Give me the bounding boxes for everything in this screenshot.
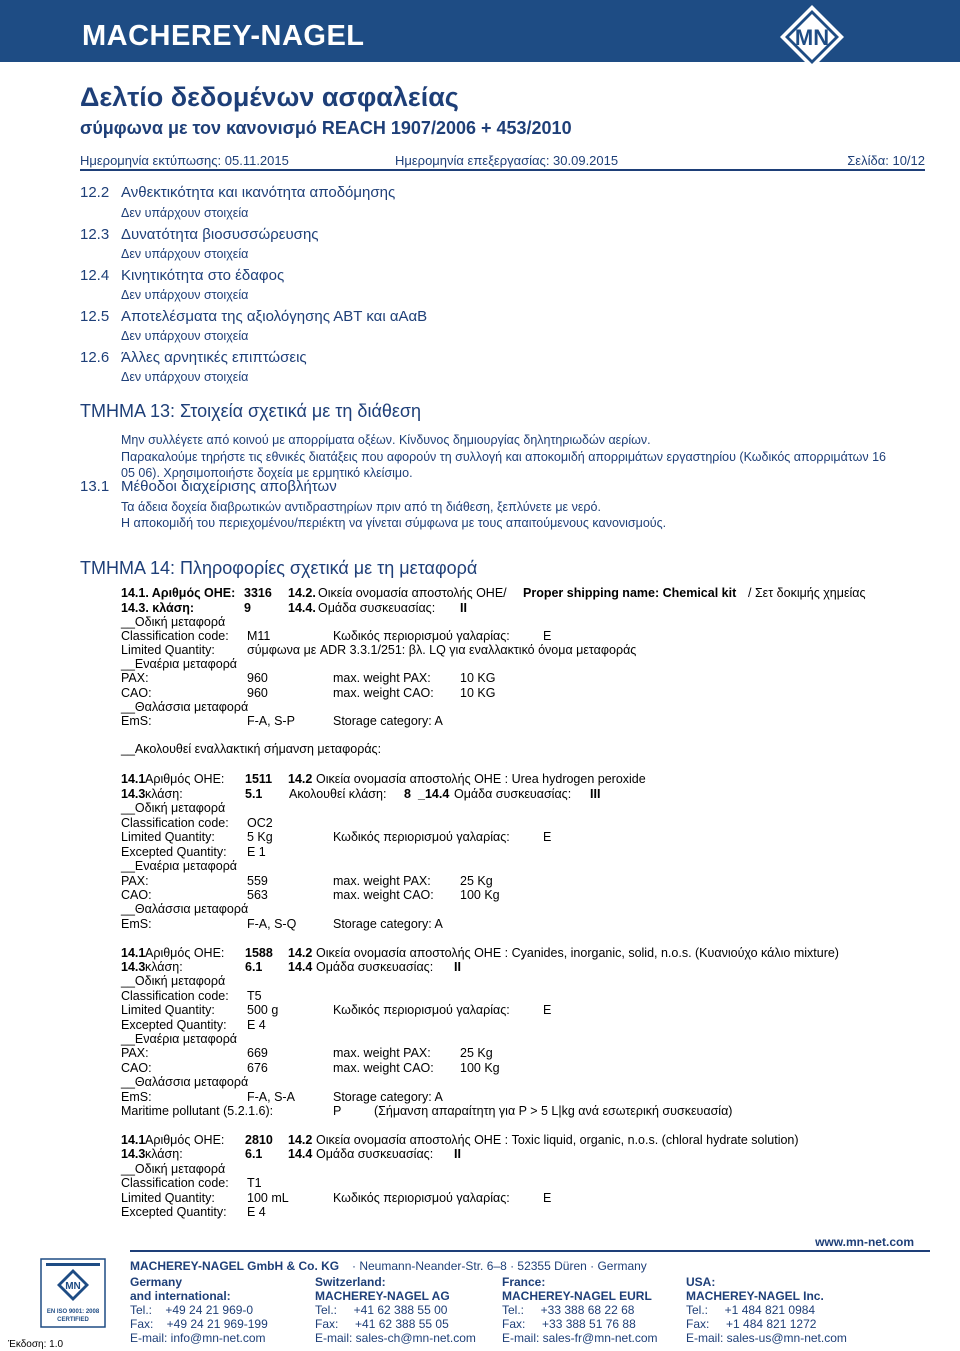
cyan-lq: 500 g [247, 1003, 279, 1017]
svg-text:EN ISO 9001: 2008: EN ISO 9001: 2008 [46, 1309, 100, 1315]
kit-max-cao-label: max. weight CAO: [333, 686, 434, 700]
cyan-classification: T5 [247, 989, 262, 1003]
section-12-3-title: Δυνατότητα βιοσυσσώρευσης [121, 226, 319, 243]
footer-usa-tel: Tel.: +1 484 821 0984 [686, 1303, 816, 1317]
section-12-5-number: 12.5 [80, 308, 110, 325]
cyan-tunnel: E [543, 1003, 552, 1017]
cyan-14-4-label: 14.4 [288, 960, 313, 974]
footer-company: MACHEREY-NAGEL GmbH & Co. KG [130, 1259, 340, 1273]
cyan-14-1-label: 14.1 [121, 946, 146, 960]
kit-cao: 960 [247, 686, 268, 700]
urea-packing-group-label: Ομάδα συσκευασίας: [454, 787, 572, 801]
urea-eq: E 1 [247, 845, 266, 859]
kit-packing-group-label: Ομάδα συσκευασίας: [318, 601, 436, 615]
cyan-marine-pollutant: P [333, 1104, 342, 1118]
section-13-1-line-1: Τα άδεια δοχεία διαβρωτικών αντιδραστηρίων πριν από τη διάθεση, ξεπλύνετε με νερό. [121, 500, 601, 514]
kit-ems-label: EmS: [121, 714, 152, 728]
urea-sea-heading: __Θαλάσσια μεταφορά [121, 902, 249, 916]
footer-germany-tel: Tel.: +49 24 21 969-0 [130, 1303, 254, 1317]
revision-date: Ημερομηνία επεξεργασίας: 30.09.2015 [395, 153, 619, 168]
section-13-heading: ΤΜΗΜΑ 13: Στοιχεία σχετικά με τη διάθεση [80, 401, 422, 421]
urea-road-heading: __Οδική μεταφορά [121, 801, 226, 815]
kit-14-2-label: 14.2. [288, 586, 316, 600]
chloral-packing-group-label: Ομάδα συσκευασίας: [316, 1147, 434, 1161]
urea-tunnel-label: Κωδικός περιορισμού γαλαρίας: [333, 830, 510, 844]
kit-classification-label: Classification code: [121, 629, 229, 643]
urea-max-pax-label: max. weight PAX: [333, 874, 431, 888]
cyan-14-2-label: 14.2 [288, 946, 313, 960]
chloral-classification-label: Classification code: [121, 1176, 229, 1190]
cyan-pax-label: PAX: [121, 1046, 149, 1060]
chloral-eq-label: Excepted Quantity: [121, 1205, 227, 1219]
section-12-5-body: Δεν υπάρχουν στοιχεία [121, 329, 249, 343]
chloral-class: 6.1 [245, 1147, 263, 1161]
mn-logo [778, 3, 846, 71]
urea-cao-label: CAO: [121, 888, 152, 902]
svg-text:MN: MN [65, 1281, 81, 1292]
section-14-heading: ΤΜΗΜΑ 14: Πληροφορίες σχετικά με τη μεταφορά [80, 558, 478, 578]
footer-usa-fax: Fax: +1 484 821 1272 [686, 1317, 817, 1331]
chloral-14-3-label: 14.3 [121, 1147, 146, 1161]
cyan-class: 6.1 [245, 960, 263, 974]
kit-max-pax-label: max. weight PAX: [333, 671, 431, 685]
cyan-packing-group-label: Ομάδα συσκευασίας: [316, 960, 434, 974]
kit-shipping-name-greek: / Σετ δοκιμής χημείας [748, 586, 866, 600]
kit-pax-label: PAX: [121, 671, 149, 685]
cyan-marine-pollutant-label: Maritime pollutant (5.2.1.6): [121, 1104, 274, 1118]
urea-shipping-name: Οικεία ονομασία αποστολής ΟΗΕ : Urea hydrogen peroxide [316, 772, 646, 786]
section-12-5-title: Αποτελέσματα της αξιολόγησης ΑΒΤ και αΑαΒ [121, 308, 428, 325]
section-13-line-1: Μην συλλέγετε από κοινού με απορρίματα οξέων. Κίνδυνος δημιουργίας δηλητηριωδών αερίων. [121, 433, 651, 447]
section-12-3-number: 12.3 [80, 226, 110, 243]
chloral-14-2-label: 14.2 [288, 1133, 313, 1147]
section-13-1-line-2: Η αποκομιδή του περιεχομένου/περιέκτη να γίνεται σύμφωνα με τους απαιτούμενους κανονισμούς. [121, 516, 667, 530]
section-12-2-title: Ανθεκτικότητα και ικανότητα αποδόμησης [121, 184, 396, 201]
cyan-max-pax: 25 Kg [460, 1046, 493, 1060]
cyan-classification-label: Classification code: [121, 989, 229, 1003]
chloral-lq: 100 mL [247, 1191, 289, 1205]
kit-tunnel-label: Κωδικός περιορισμού γαλαρίας: [333, 629, 510, 643]
chloral-class-label: κλάση: [145, 1147, 183, 1161]
urea-ems-label: EmS: [121, 917, 152, 931]
cyan-eq-label: Excepted Quantity: [121, 1018, 227, 1032]
kit-packing-group: II [460, 601, 467, 615]
kit-un-number: 3316 [244, 586, 272, 600]
svg-text:CERTIFIED: CERTIFIED [57, 1317, 89, 1323]
cyan-cao: 676 [247, 1061, 268, 1075]
cyan-un-number: 1588 [245, 946, 273, 960]
urea-14-2-label: 14.2 [288, 772, 313, 786]
chloral-eq: E 4 [247, 1205, 266, 1219]
chloral-shipping-name: Οικεία ονομασία αποστολής ΟΗΕ : Toxic liquid, organic, n.o.s. (chloral hydrate solution) [316, 1133, 799, 1147]
cyan-ems: F-A, S-A [247, 1090, 295, 1104]
section-13-line-2: Παρακαλούμε τηρήστε τις εθνικές διατάξεις που αφορούν τη συλλογή και αποκομιδή απορριμάτων εργαστηρίου (Κωδικός απορριμάτων 16 [121, 450, 887, 464]
kit-14-4-label: 14.4. [288, 601, 316, 615]
kit-sea-heading: __Θαλάσσια μεταφορά [121, 700, 249, 714]
urea-classification-label: Classification code: [121, 816, 229, 830]
section-12-6-title: Άλλες αρνητικές επιπτώσεις [121, 349, 307, 366]
footer-switzerland-email[interactable]: E-mail: sales-ch@mn-net.com [315, 1331, 476, 1345]
section-13-1-title: Μέθοδοι διαχείρισης αποβλήτων [121, 478, 337, 495]
cyan-un-label: Αριθμός ΟΗΕ: [145, 946, 225, 960]
cyan-road-heading: __Οδική μεταφορά [121, 974, 226, 988]
cyan-shipping-name: Οικεία ονομασία αποστολής ΟΗΕ : Cyanides, inorganic, solid, n.o.s. (Κυανιούχο κάλιο mixture) [316, 946, 839, 960]
kit-classification: M11 [247, 629, 271, 643]
footer-address: · Neumann-Neander-Str. 6–8 · 52355 Düren · Germany [352, 1259, 647, 1273]
urea-packing-group: III [590, 787, 601, 801]
footer-germany-h2: and international: [130, 1289, 231, 1303]
kit-class: 9 [244, 601, 251, 615]
chloral-un-label: Αριθμός ΟΗΕ: [145, 1133, 225, 1147]
section-12-4-body: Δεν υπάρχουν στοιχεία [121, 288, 249, 302]
cyan-tunnel-label: Κωδικός περιορισμού γαλαρίας: [333, 1003, 510, 1017]
chloral-14-4-label: 14.4 [288, 1147, 313, 1161]
cyan-cao-label: CAO: [121, 1061, 152, 1075]
footer-divider [130, 1250, 930, 1252]
chloral-classification: T1 [247, 1176, 262, 1190]
kit-ems: F-A, S-P [247, 714, 295, 728]
kit-max-cao: 10 KG [460, 686, 496, 700]
urea-air-heading: __Εναέρια μεταφορά [121, 859, 238, 873]
footer-website[interactable]: www.mn-net.com [815, 1235, 914, 1249]
chloral-road-heading: __Οδική μεταφορά [121, 1162, 226, 1176]
section-12-2-number: 12.2 [80, 184, 110, 201]
kit-pax: 960 [247, 671, 268, 685]
svg-text:MN: MN [794, 25, 830, 50]
section-12-4-title: Κινητικότητα στο έδαφος [121, 267, 285, 284]
urea-classification: OC2 [247, 816, 273, 830]
urea-pax: 559 [247, 874, 268, 888]
urea-pax-label: PAX: [121, 874, 149, 888]
footer-france-h2: MACHEREY-NAGEL EURL [502, 1289, 652, 1303]
chloral-packing-group: II [454, 1147, 461, 1161]
cyan-sea-heading: __Θαλάσσια μεταφορά [121, 1075, 249, 1089]
urea-ems: F-A, S-Q [247, 917, 297, 931]
alt-marking-heading: __Ακολουθεί εναλλακτική σήμανση μεταφοράς: [121, 742, 382, 756]
kit-tunnel: E [543, 629, 552, 643]
cyan-class-label: κλάση: [145, 960, 183, 974]
chloral-un-number: 2810 [245, 1133, 273, 1147]
kit-class-label: 14.3. κλάση: [121, 601, 195, 615]
urea-un-label: Αριθμός ΟΗΕ: [145, 772, 225, 786]
urea-max-pax: 25 Kg [460, 874, 493, 888]
cyan-14-3-label: 14.3 [121, 960, 146, 974]
urea-class: 5.1 [245, 787, 263, 801]
footer-usa-h1: USA: [686, 1275, 716, 1289]
footer-germany-h1: Germany [130, 1275, 183, 1289]
footer-usa-email[interactable]: E-mail: sales-us@mn-net.com [686, 1331, 847, 1345]
page-subtitle: σύμφωνα με τον κανονισμό REACH 1907/2006 + 453/2010 [80, 118, 572, 138]
section-13-line-3: 05 06). Χρησιμοποιήστε δοχεία με ερμητικό κλείσιμο. [121, 466, 413, 480]
urea-14-1-label: 14.1 [121, 772, 146, 786]
footer-france-h1: France: [502, 1275, 546, 1289]
kit-lq: σύμφωνα με ADR 3.3.1/251: βλ. LQ για εναλλακτικό όνομα μεταφοράς [247, 643, 637, 657]
cyan-ems-label: EmS: [121, 1090, 152, 1104]
chloral-tunnel: E [543, 1191, 552, 1205]
cyan-air-heading: __Εναέρια μεταφορά [121, 1032, 238, 1046]
urea-storage: Storage category: A [333, 917, 443, 931]
kit-air-heading: __Εναέρια μεταφορά [121, 657, 238, 671]
urea-max-cao: 100 Kg [460, 888, 500, 902]
kit-road-heading: __Οδική μεταφορά [121, 615, 226, 629]
kit-max-pax: 10 KG [460, 671, 496, 685]
urea-eq-label: Excepted Quantity: [121, 845, 227, 859]
section-12-2-body: Δεν υπάρχουν στοιχεία [121, 206, 249, 220]
urea-max-cao-label: max. weight CAO: [333, 888, 434, 902]
urea-class-label: κλάση: [145, 787, 183, 801]
kit-shipping-name-label: Οικεία ονομασία αποστολής ΟΗΕ/ [318, 586, 507, 600]
kit-shipping-name: Proper shipping name: Chemical kit [523, 586, 737, 600]
urea-14-4-label: _14.4 [418, 787, 450, 801]
section-12-6-body: Δεν υπάρχουν στοιχεία [121, 370, 249, 384]
page-number: Σελίδα: 10/12 [847, 153, 925, 168]
urea-lq-label: Limited Quantity: [121, 830, 215, 844]
footer-france-email[interactable]: E-mail: sales-fr@mn-net.com [502, 1331, 658, 1345]
iso-certified-icon [40, 1258, 106, 1328]
page-title: Δελτίο δεδομένων ασφαλείας [80, 82, 459, 112]
chloral-14-1-label: 14.1 [121, 1133, 146, 1147]
footer-germany-fax: Fax: +49 24 21 969-199 [130, 1317, 268, 1331]
urea-sub-class-label: Ακολουθεί κλάση: [289, 787, 387, 801]
kit-lq-label: Limited Quantity: [121, 643, 215, 657]
footer-switzerland-tel: Tel.: +41 62 388 55 00 [315, 1303, 448, 1317]
footer-usa-h2: MACHEREY-NAGEL Inc. [686, 1289, 824, 1303]
edition-label: Έκδοση: 1.0 [8, 1339, 64, 1350]
chloral-lq-label: Limited Quantity: [121, 1191, 215, 1205]
footer-germany-email[interactable]: E-mail: info@mn-net.com [130, 1331, 266, 1345]
cyan-lq-label: Limited Quantity: [121, 1003, 215, 1017]
chloral-tunnel-label: Κωδικός περιορισμού γαλαρίας: [333, 1191, 510, 1205]
urea-lq: 5 Kg [247, 830, 273, 844]
section-12-3-body: Δεν υπάρχουν στοιχεία [121, 247, 249, 261]
cyan-storage: Storage category: A [333, 1090, 443, 1104]
footer-france-fax: Fax: +33 388 51 76 88 [502, 1317, 636, 1331]
brand-name: MACHEREY-NAGEL [82, 20, 365, 52]
urea-14-3-label: 14.3 [121, 787, 146, 801]
cyan-marine-pollutant-note: (Σήμανση απαραίτητη για P > 5 L|kg ανά εσωτερική συσκευασία) [374, 1104, 733, 1118]
kit-storage: Storage category: A [333, 714, 443, 728]
section-12-4-number: 12.4 [80, 267, 110, 284]
urea-cao: 563 [247, 888, 268, 902]
urea-sub-class: 8 [404, 787, 411, 801]
urea-tunnel: E [543, 830, 552, 844]
footer-switzerland-h2: MACHEREY-NAGEL AG [315, 1289, 450, 1303]
kit-cao-label: CAO: [121, 686, 152, 700]
footer-france-tel: Tel.: +33 388 68 22 68 [502, 1303, 635, 1317]
cyan-max-pax-label: max. weight PAX: [333, 1046, 431, 1060]
cyan-max-cao-label: max. weight CAO: [333, 1061, 434, 1075]
urea-un-number: 1511 [245, 772, 273, 786]
footer-switzerland-h1: Switzerland: [315, 1275, 386, 1289]
section-12-6-number: 12.6 [80, 349, 110, 366]
header-divider [80, 169, 925, 171]
print-date: Ημερομηνία εκτύπωσης: 05.11.2015 [80, 153, 289, 168]
section-13-1-number: 13.1 [80, 478, 110, 495]
footer-switzerland-fax: Fax: +41 62 388 55 05 [315, 1317, 449, 1331]
cyan-pax: 669 [247, 1046, 268, 1060]
cyan-max-cao: 100 Kg [460, 1061, 500, 1075]
cyan-packing-group: II [454, 960, 461, 974]
kit-un-label: 14.1. Αριθμός ΟΗΕ: [121, 586, 236, 600]
cyan-eq: E 4 [247, 1018, 266, 1032]
